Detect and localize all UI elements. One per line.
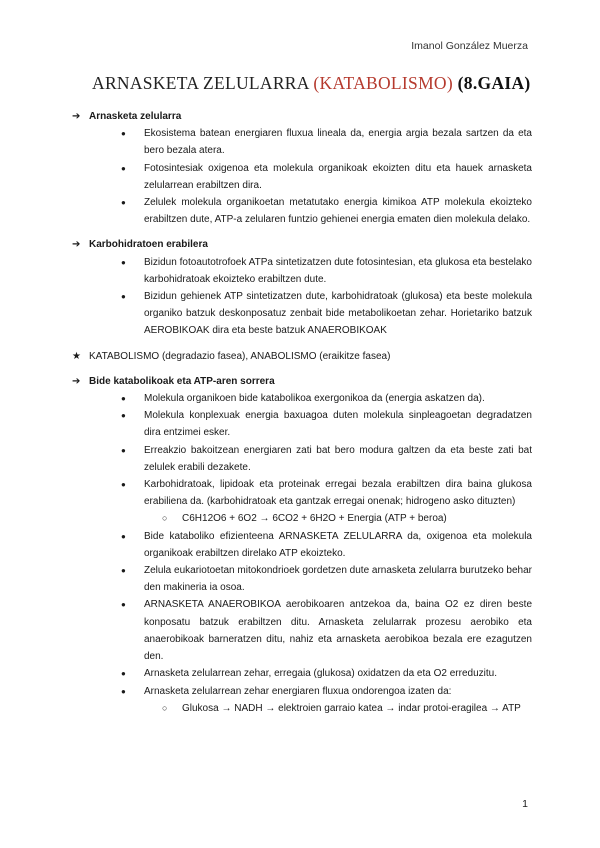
page-title (92, 73, 531, 94)
star-note-text: KATABOLISMO (degradazio fasea), ANABOLISMO (eraikitze fasea) (89, 350, 391, 362)
list-item: ● ARNASKETA ANAEROBIKOA aerobikoaren antzekoa da, baina O2 ez diren beste konposatu batzuk erabiltzen ditu. Arnasketa zelularrak prozesu aerobiko eta anaerobikoak barneratzen ditu, nahiz eta arnasketa aerobikoa bezala ere ezagutzen den. (144, 596, 532, 665)
star-icon: ★ (72, 350, 81, 362)
section-heading-arnasketa (72, 108, 532, 125)
list-item: ● Karbohidratoak, lipidoak eta proteinak erregai bezala erabiltzen dira baina glukosa erabiliena da. (karbohidratoak eta gantzak erregai onenak; hidrogeno asko dituzten) (144, 476, 532, 510)
list-item: ● Molekula konplexuak energia baxuagoa duten molekula sinpleagoetan degradatzen dira entzimei esker. (144, 407, 532, 441)
arrow-icon: ➔ (72, 375, 81, 387)
section-heading-text: Karbohidratoen erabilera (89, 239, 208, 251)
page-number: 1 (522, 798, 528, 810)
sub-list-item-equation: ○ C6H12O6 + 6O2 → 6CO2 + 6H2O + Energia (ATP + beroa) (182, 510, 532, 527)
list-item: ● Erreakzio bakoitzean energiaren zati bat bero modura galtzen da eta beste zati bat zelulek erabili dezakete. (144, 442, 532, 476)
list-item: ● Bizidun fotoautotrofoek ATPa sintetizatzen dute fotosintesian, eta glukosa eta bestelako karbohidratoak ekoizteko erabiltzen dute. (144, 254, 532, 288)
list-item: ● Molekula organikoen bide katabolikoa exergonikoa da (energia askatzen da). (144, 390, 532, 407)
star-note (72, 348, 532, 365)
title-main: ARNASKETA ZELULARRA (92, 73, 314, 93)
list-item: ● Zelula eukariotoetan mitokondrioek gordetzen dute arnasketa zelularra burutzeko behar den makineria ia osoa. (144, 562, 532, 596)
list-item: ● Arnasketa zelularrean zehar, erregaia (glukosa) oxidatzen da eta O2 erreduzitu. (144, 665, 532, 682)
list-item: ● Bizidun gehienek ATP sintetizatzen dute, karbohidratoak (glukosa) eta beste molekula organiko batzuk deskonposatuz zenbait bide metabolikoetan zehar. Horietariko batzuk AEROBIKOAK dira eta beste batzuk ANAEROBIKOAK (144, 288, 532, 340)
list-item: ● Arnasketa zelularrean zehar energiaren fluxua ondorengoa izaten da: (144, 683, 532, 700)
section-heading-text: Bide katabolikoak eta ATP-aren sorrera (89, 375, 275, 387)
list-item: ● Bide kataboliko efizienteena ARNASKETA ZELULARRA da, oxigenoa eta molekula organikoak erabiltzen direlako ATP ekoizteko. (144, 528, 532, 562)
section-heading-bide-katabolikoak (72, 373, 532, 390)
section-heading-karbohidratoak (72, 236, 532, 253)
author-name: Imanol González Muerza (411, 40, 528, 52)
sub-list-item-flow: ○ Glukosa → NADH → elektroien garraio katea → indar protoi-eragilea → ATP (182, 700, 532, 717)
title-chapter: (8.GAIA) (453, 73, 531, 93)
list-item: ● Zelulek molekula organikoetan metatutako energia kimikoa ATP molekula ekoizteko erabiltzen dute, ATP-a zelularen funtzio gehienei energia ematen dien molekula delako. (144, 194, 532, 228)
title-katabolismo: (KATABOLISMO) (313, 73, 453, 93)
list-item: ● Ekosistema batean energiaren fluxua lineala da, energia argia bezala sartzen da eta bero bezala atera. (144, 125, 532, 159)
arrow-icon: ➔ (72, 239, 81, 251)
section-heading-text: Arnasketa zelularra (89, 111, 182, 122)
arrow-icon: ➔ (72, 111, 81, 122)
document-body (72, 108, 532, 717)
list-item: ● Fotosintesiak oxigenoa eta molekula organikoak ekoizten ditu eta hauek arnasketa zelularrean erabiltzen dira. (144, 160, 532, 194)
